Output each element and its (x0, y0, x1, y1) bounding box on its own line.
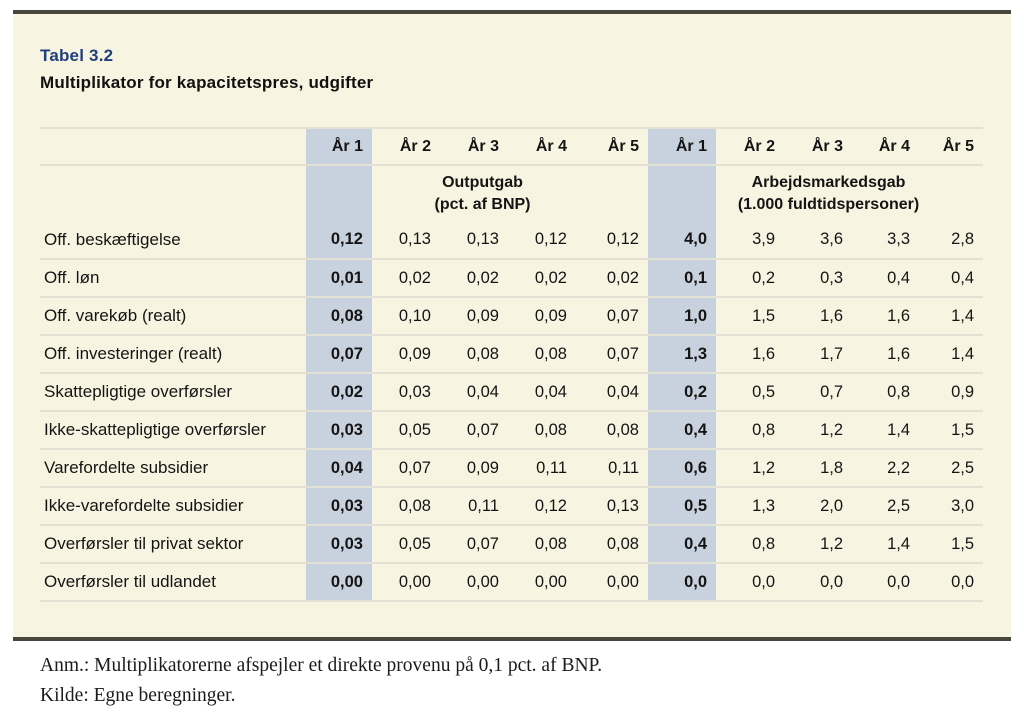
outputgab-value-year4: 0,00 (534, 572, 567, 591)
row-label: Overførsler til udlandet (44, 572, 216, 591)
outputgab-value-year2: 0,08 (398, 496, 431, 515)
arbejdsmarkedsgab-value-year4: 1,4 (887, 420, 910, 439)
outputgab-value-year1: 0,08 (306, 297, 372, 335)
table-row (40, 525, 983, 563)
arbejdsmarkedsgab-value-year3: 3,6 (820, 230, 843, 248)
outputgab-value-year5: 0,02 (606, 268, 639, 287)
outputgab-value-year4: 0,08 (534, 420, 567, 439)
group-header-empty (40, 165, 306, 221)
table-panel-inner (13, 14, 1011, 602)
arbejdsmarkedsgab-value-year3: 1,2 (820, 534, 843, 553)
group-header-outputgab-unit: (pct. af BNP) (434, 195, 531, 213)
table-row (40, 487, 983, 525)
arbejdsmarkedsgab-value-year4: 2,2 (887, 458, 910, 477)
outputgab-value-year4: 0,09 (534, 306, 567, 325)
arbejdsmarkedsgab-year1-spacer (648, 165, 716, 221)
arbejdsmarkedsgab-value-year5: 2,8 (951, 230, 974, 248)
arbejdsmarkedsgab-value-year3: 1,7 (820, 344, 843, 363)
arbejdsmarkedsgab-value-year3: 0,0 (820, 572, 843, 591)
row-label: Varefordelte subsidier (44, 458, 209, 477)
table-row (40, 411, 983, 449)
year-header-row (40, 128, 983, 165)
outputgab-value-year2: 0,02 (398, 268, 431, 287)
outputgab-value-year3: 0,09 (466, 458, 499, 477)
outputgab-value-year3: 0,07 (466, 534, 499, 553)
outputgab-value-year2: 0,07 (398, 458, 431, 477)
arbejdsmarkedsgab-value-year1: 0,4 (648, 411, 716, 449)
arbejdsmarkedsgab-value-year5: 0,4 (951, 268, 974, 287)
col-header-arbejdsmarkedsgab-year2: År 2 (743, 137, 775, 155)
table-row (40, 259, 983, 297)
col-header-outputgab-year1: År 1 (306, 128, 372, 165)
table-row (40, 373, 983, 411)
outputgab-value-year5: 0,12 (606, 230, 639, 248)
arbejdsmarkedsgab-value-year5: 1,5 (951, 420, 974, 439)
arbejdsmarkedsgab-value-year5: 1,5 (951, 534, 974, 553)
outputgab-value-year3: 0,07 (466, 420, 499, 439)
table-header (40, 128, 983, 221)
table-row (40, 563, 983, 601)
arbejdsmarkedsgab-value-year2: 0,8 (752, 420, 775, 439)
outputgab-year1-spacer (306, 165, 372, 221)
table-panel (13, 10, 1011, 641)
outputgab-value-year5: 0,07 (606, 306, 639, 325)
outputgab-value-year4: 0,04 (534, 382, 567, 401)
row-label: Off. løn (44, 268, 100, 287)
outputgab-value-year1: 0,02 (306, 373, 372, 411)
outputgab-value-year2: 0,03 (398, 382, 431, 401)
col-header-outputgab-year5: År 5 (607, 137, 639, 155)
arbejdsmarkedsgab-value-year3: 1,8 (820, 458, 843, 477)
outputgab-value-year4: 0,08 (534, 344, 567, 363)
outputgab-value-year3: 0,02 (466, 268, 499, 287)
table-number-label: Tabel 3.2 (40, 46, 114, 65)
outputgab-value-year2: 0,13 (398, 230, 431, 248)
footnote-remark: Anm.: Multiplikatorerne afspejler et direkte provenu på 0,1 pct. af BNP. (40, 655, 603, 676)
outputgab-value-year3: 0,09 (466, 306, 499, 325)
arbejdsmarkedsgab-value-year1: 4,0 (648, 221, 716, 259)
outputgab-value-year1: 0,07 (306, 335, 372, 373)
arbejdsmarkedsgab-value-year3: 2,0 (820, 496, 843, 515)
group-header-row (40, 165, 983, 221)
outputgab-value-year4: 0,08 (534, 534, 567, 553)
outputgab-value-year1: 0,00 (306, 563, 372, 601)
col-header-outputgab-year2: År 2 (399, 137, 431, 155)
outputgab-value-year1: 0,12 (306, 221, 372, 259)
row-label: Off. varekøb (realt) (44, 306, 187, 325)
table-footnotes (40, 651, 602, 711)
outputgab-value-year5: 0,00 (606, 572, 639, 591)
outputgab-value-year3: 0,04 (466, 382, 499, 401)
col-header-arbejdsmarkedsgab-year4: År 4 (878, 137, 910, 155)
table-row (40, 449, 983, 487)
footnote-source: Kilde: Egne beregninger. (40, 685, 236, 707)
arbejdsmarkedsgab-value-year3: 1,6 (820, 306, 843, 325)
arbejdsmarkedsgab-value-year4: 3,3 (887, 230, 910, 248)
arbejdsmarkedsgab-value-year2: 1,5 (752, 306, 775, 325)
table-title: Multiplikator for kapacitetspres, udgifter (40, 73, 374, 92)
table-row (40, 297, 983, 335)
arbejdsmarkedsgab-value-year5: 0,0 (951, 572, 974, 591)
arbejdsmarkedsgab-value-year4: 1,6 (887, 344, 910, 363)
outputgab-value-year2: 0,10 (398, 306, 431, 325)
arbejdsmarkedsgab-value-year4: 2,5 (887, 496, 910, 515)
col-header-outputgab-year4: År 4 (535, 137, 567, 155)
arbejdsmarkedsgab-value-year2: 0,0 (752, 572, 775, 591)
row-label: Off. investeringer (realt) (44, 344, 223, 363)
multiplier-table (40, 127, 983, 602)
outputgab-value-year1: 0,01 (306, 259, 372, 297)
arbejdsmarkedsgab-value-year5: 0,9 (951, 382, 974, 401)
arbejdsmarkedsgab-value-year4: 1,4 (887, 534, 910, 553)
row-label: Ikke-varefordelte subsidier (44, 496, 244, 515)
arbejdsmarkedsgab-value-year2: 0,8 (752, 534, 775, 553)
table-row (40, 221, 983, 259)
arbejdsmarkedsgab-value-year1: 0,6 (648, 449, 716, 487)
row-label: Overførsler til privat sektor (44, 534, 244, 553)
arbejdsmarkedsgab-value-year1: 0,5 (648, 487, 716, 525)
arbejdsmarkedsgab-value-year3: 0,7 (820, 382, 843, 401)
outputgab-value-year5: 0,08 (606, 420, 639, 439)
arbejdsmarkedsgab-value-year2: 0,5 (752, 382, 775, 401)
arbejdsmarkedsgab-value-year4: 0,4 (887, 268, 910, 287)
group-header-arbejdsmarkedsgab-unit: (1.000 fuldtidspersoner) (737, 195, 920, 213)
group-header-arbejdsmarkedsgab-name: Arbejdsmarkedsgab (751, 173, 906, 191)
col-header-arbejdsmarkedsgab-year5: År 5 (942, 137, 974, 155)
arbejdsmarkedsgab-value-year3: 0,3 (820, 268, 843, 287)
outputgab-value-year5: 0,04 (606, 382, 639, 401)
outputgab-value-year5: 0,07 (606, 344, 639, 363)
arbejdsmarkedsgab-value-year2: 0,2 (752, 268, 775, 287)
arbejdsmarkedsgab-value-year5: 1,4 (951, 344, 974, 363)
col-header-arbejdsmarkedsgab-year1: År 1 (648, 128, 716, 165)
table-body (40, 221, 983, 601)
arbejdsmarkedsgab-value-year4: 0,0 (887, 572, 910, 591)
outputgab-value-year4: 0,02 (534, 268, 567, 287)
group-header-outputgab (372, 165, 648, 221)
arbejdsmarkedsgab-value-year5: 2,5 (951, 458, 974, 477)
arbejdsmarkedsgab-value-year2: 1,3 (752, 496, 775, 515)
row-label: Ikke-skattepligtige overførsler (44, 420, 267, 439)
group-header-outputgab-name: Outputgab (442, 173, 523, 191)
outputgab-value-year2: 0,09 (398, 344, 431, 363)
col-header-outputgab-year3: År 3 (467, 137, 499, 155)
arbejdsmarkedsgab-value-year4: 0,8 (887, 382, 910, 401)
arbejdsmarkedsgab-value-year1: 1,0 (648, 297, 716, 335)
row-label: Skattepligtige overførsler (44, 382, 233, 401)
arbejdsmarkedsgab-value-year1: 0,1 (648, 259, 716, 297)
arbejdsmarkedsgab-value-year1: 0,4 (648, 525, 716, 563)
group-header-arbejdsmarkedsgab (716, 165, 983, 221)
outputgab-value-year5: 0,11 (608, 458, 639, 477)
outputgab-value-year5: 0,13 (606, 496, 639, 515)
arbejdsmarkedsgab-value-year4: 1,6 (887, 306, 910, 325)
outputgab-value-year3: 0,08 (466, 344, 499, 363)
outputgab-value-year3: 0,11 (468, 496, 499, 515)
outputgab-value-year1: 0,03 (306, 411, 372, 449)
arbejdsmarkedsgab-value-year3: 1,2 (820, 420, 843, 439)
outputgab-value-year1: 0,03 (306, 487, 372, 525)
arbejdsmarkedsgab-value-year2: 1,2 (752, 458, 775, 477)
outputgab-value-year1: 0,03 (306, 525, 372, 563)
outputgab-value-year4: 0,11 (536, 458, 567, 477)
arbejdsmarkedsgab-value-year2: 3,9 (752, 230, 775, 248)
arbejdsmarkedsgab-value-year1: 1,3 (648, 335, 716, 373)
outputgab-value-year1: 0,04 (306, 449, 372, 487)
arbejdsmarkedsgab-value-year1: 0,2 (648, 373, 716, 411)
outputgab-value-year2: 0,00 (398, 572, 431, 591)
table-row (40, 335, 983, 373)
outputgab-value-year2: 0,05 (398, 420, 431, 439)
outputgab-value-year3: 0,00 (466, 572, 499, 591)
arbejdsmarkedsgab-value-year5: 1,4 (951, 306, 974, 325)
outputgab-value-year3: 0,13 (466, 230, 499, 248)
outputgab-value-year5: 0,08 (606, 534, 639, 553)
row-label-header-empty (40, 128, 306, 165)
arbejdsmarkedsgab-value-year2: 1,6 (752, 344, 775, 363)
row-label: Off. beskæftigelse (44, 229, 181, 249)
arbejdsmarkedsgab-value-year5: 3,0 (951, 496, 974, 515)
arbejdsmarkedsgab-value-year1: 0,0 (648, 563, 716, 601)
col-header-arbejdsmarkedsgab-year3: År 3 (811, 137, 843, 155)
outputgab-value-year4: 0,12 (534, 496, 567, 515)
outputgab-value-year2: 0,05 (398, 534, 431, 553)
outputgab-value-year4: 0,12 (534, 230, 567, 248)
